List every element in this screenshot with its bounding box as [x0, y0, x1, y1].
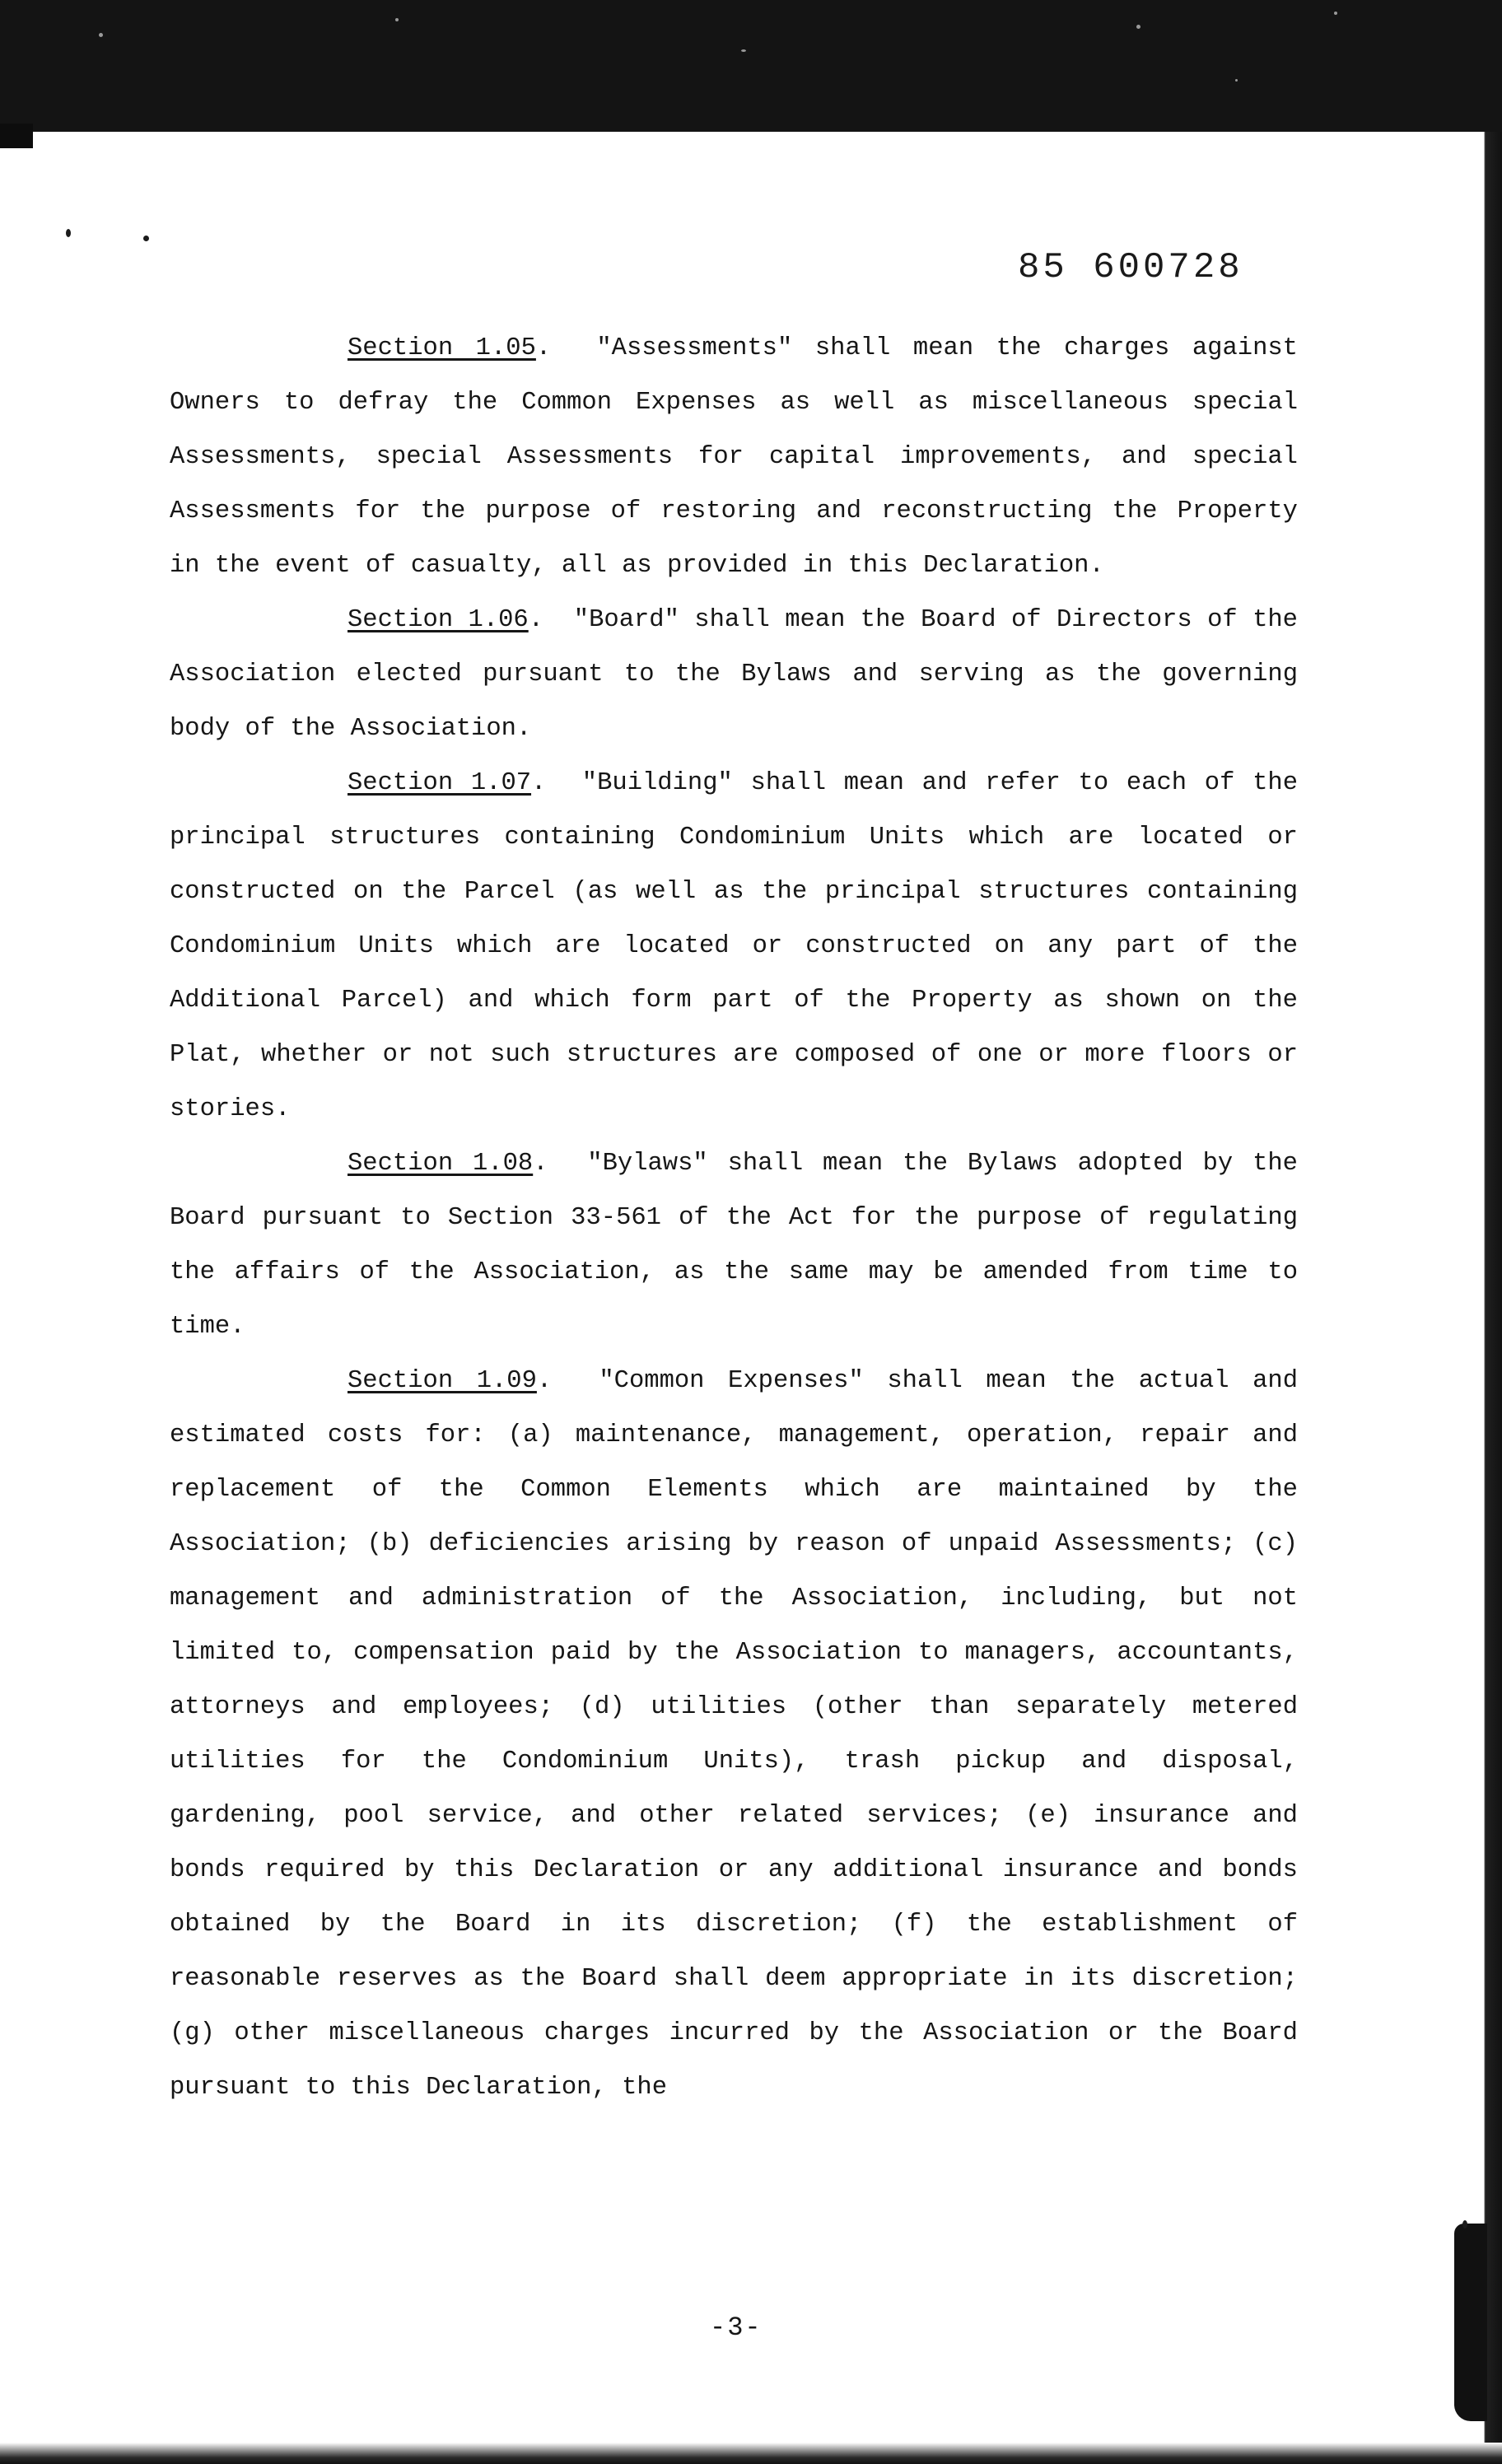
section-text: "Board" shall mean the Board of Directors of the Association elected pursuant to the Bylaws and serving as the governing body of the Association. — [170, 606, 1298, 743]
section-heading: Section 1.05 — [348, 334, 536, 362]
section-text: "Common Expenses" shall mean the actual and estimated costs for: (a) maintenance, management, operation, repair and replacement of the Common Elements which are maintained by the Association; (b) deficiencies arising by reason of unpaid Assessments; (c) management and administration of the Association, including, but not limited to, compensation paid by the Association to managers, accountants, attorneys and employees; (d) utilities (other than separately metered utilities for the Condominium Units), trash pickup and disposal, gardening, pool service, and other related services; (e) insurance and bonds required by this Declaration or any additional insurance and bonds obtained by the Board in its discretion; (f) the establishment of reasonable reserves as the Board shall deem appropriate in its discretion; (g) other miscellaneous charges incurred by the Association or the Board pursuant to this Declaration, the — [170, 1367, 1298, 2102]
scan-speck — [741, 49, 746, 52]
margin-mark — [66, 229, 71, 237]
scan-speck — [1235, 79, 1238, 82]
document-number: 85 600728 — [1018, 247, 1243, 288]
section-paragraph: Section 1.05. "Assessments" shall mean the charges against Owners to defray the Common Expenses as well as miscellaneous special Assessments, special Assessments for capital improvements, and special Assessments for the purpose of restoring and reconstructing the Property in the event of casualty, all as provided in this Declaration. — [170, 334, 1298, 580]
section-paragraph: Section 1.06. "Board" shall mean the Board of Directors of the Association elected pursuant to the Bylaws and serving as the governing body of the Association. — [170, 606, 1298, 743]
section-heading: Section 1.08 — [348, 1150, 534, 1178]
scan-border-top — [0, 0, 1502, 132]
scan-border-smudge — [1454, 2224, 1487, 2421]
scan-border-right — [1474, 132, 1502, 2464]
section-text: "Building" shall mean and refer to each of the principal structures containing Condominium Units which are located or constructed on the Parcel (as well as the principal structures containing Condominium Units which are located or constructed on any part of the Additional Parcel) and which form part of the Property as shown on the Plat, whether or not such structures are composed of one or more floors or stories. — [170, 769, 1298, 1123]
section-text: "Assessments" shall mean the charges against Owners to defray the Common Expenses as well as miscellaneous special Assessments, special Assessments for capital improvements, and special Assessments for the purpose of restoring and reconstructing the Property in the event of casualty, all as provided in this Declaration. — [170, 334, 1298, 580]
scan-speck — [1136, 25, 1140, 29]
document-body — [170, 321, 1298, 2115]
section-paragraph: Section 1.08. "Bylaws" shall mean the Bylaws adopted by the Board pursuant to Section 33-561 of the Act for the purpose of regulating the affairs of the Association, as the same may be amended from time to time. — [170, 1150, 1298, 1341]
margin-mark — [143, 236, 149, 241]
section-heading: Section 1.09 — [348, 1367, 537, 1395]
margin-mark — [1462, 2220, 1467, 2228]
scan-border-notch — [0, 124, 33, 148]
section-heading: Section 1.06 — [348, 606, 529, 634]
section-paragraph: Section 1.09. "Common Expenses" shall mean the actual and estimated costs for: (a) maintenance, management, operation, repair and replacement of the Common Elements which are maintained by the Association; (b) deficiencies arising by reason of unpaid Assessments; (c) management and administration of the Association, including, but not limited to, compensation paid by the Association to managers, accountants, attorneys and employees; (d) utilities (other than separately metered utilities for the Condominium Units), trash pickup and disposal, gardening, pool service, and other related services; (e) insurance and bonds required by this Declaration or any additional insurance and bonds obtained by the Board in its discretion; (f) the establishment of reasonable reserves as the Board shall deem appropriate in its discretion; (g) other miscellaneous charges incurred by the Association or the Board pursuant to this Declaration, the — [170, 1367, 1298, 2102]
scan-border-bottom — [0, 2443, 1502, 2464]
page-number: -3- — [710, 2312, 763, 2343]
scan-speck — [395, 18, 399, 21]
section-heading: Section 1.07 — [348, 769, 532, 797]
scan-speck — [1334, 12, 1337, 15]
section-paragraph: Section 1.07. "Building" shall mean and refer to each of the principal structures containing Condominium Units which are located or constructed on the Parcel (as well as the principal structures containing Condominium Units which are located or constructed on any part of the Additional Parcel) and which form part of the Property as shown on the Plat, whether or not such structures are composed of one or more floors or stories. — [170, 769, 1298, 1123]
section-text: "Bylaws" shall mean the Bylaws adopted by the Board pursuant to Section 33-561 of the Act for the purpose of regulating the affairs of the Association, as the same may be amended from time to time. — [170, 1150, 1298, 1341]
scan-speck — [99, 33, 103, 37]
